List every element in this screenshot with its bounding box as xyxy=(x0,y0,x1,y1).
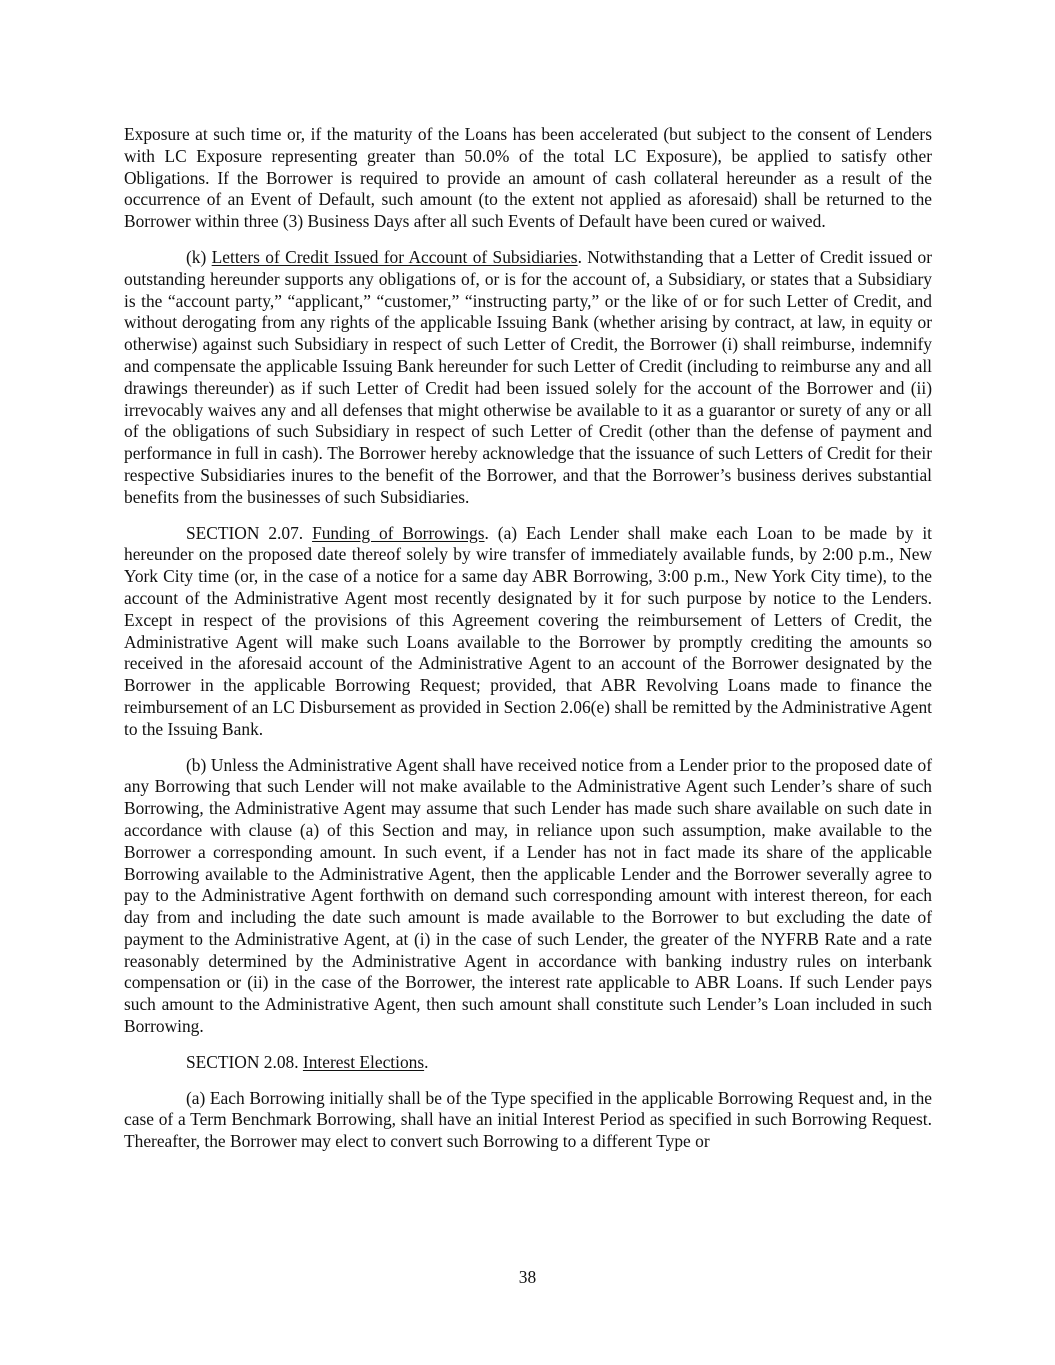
paragraph-section-2-07 xyxy=(124,523,932,741)
paragraph-letters-of-credit-subsidiaries xyxy=(124,247,932,509)
document-body xyxy=(124,124,932,1167)
section-label: SECTION 2.08. xyxy=(186,1051,303,1072)
section-label: SECTION 2.07. xyxy=(186,522,313,543)
clause-text: . Notwithstanding that a Letter of Credit issued or outstanding hereunder supports any obligations of, or is for the account of, a Subsidiary, or states that a Subsidiary is the “account party,” “applicant,” “customer,” “instructing party,” or the like of or for such Letter of Credit, and without derogating from any rights of the applicable Issuing Bank (whether arising by contract, at law, in equity or otherwise) against such Subsidiary in respect of such Letter of Credit, the Borrower (i) shall reimburse, indemnify and compensate the applicable Issuing Bank hereunder for such Letter of Credit (including to reimburse any and all drawings thereunder) as if such Letter of Credit had been issued solely for the account of the Borrower and (ii) irrevocably waives any and all defenses that might otherwise be available to it as a guarantor or surety of any or all of the obligations of such Subsidiary in respect of such Letter of Credit (other than the defense of payment and performance in full in cash). The Borrower hereby acknowledge that the issuance of such Letters of Credit for their respective Subsidiaries inures to the benefit of the Borrower, and that the Borrower’s business derives substantial benefits from the businesses of such Subsidiaries. xyxy=(124,246,932,507)
paragraph-section-2-07-b: (b) Unless the Administrative Agent shall have received notice from a Lender prior to the proposed date of any Borrowing that such Lender will not make available to the Administrative Agent such Lender’s share of such Borrowing, the Administrative Agent may assume that such Lender has made such share available on such date in accordance with clause (a) of this Section and may, in reliance upon such assumption, make available to the Borrower a corresponding amount. In such event, if a Lender has not in fact made its share of the applicable Borrowing available to the Administrative Agent, then the applicable Lender and the Borrower severally agree to pay to the Administrative Agent forthwith on demand such corresponding amount with interest thereon, for each day from and including the date such amount is made available to the Borrower to but excluding the date of payment to the Administrative Agent, at (i) in the case of such Lender, the greater of the NYFRB Rate and a rate reasonably determined by the Administrative Agent in accordance with banking industry rules on interbank compensation or (ii) in the case of the Borrower, the interest rate applicable to ABR Loans. If such Lender pays such amount to the Administrative Agent, then such amount shall constitute such Lender’s Loan included in such Borrowing. xyxy=(124,754,932,1037)
paragraph-section-2-08 xyxy=(124,1052,932,1074)
page-number: 38 xyxy=(518,1267,537,1287)
section-heading: Interest Elections xyxy=(302,1051,425,1072)
section-heading: Funding of Borrowings xyxy=(312,522,485,543)
section-text: . (a) Each Lender shall make each Loan to be made by it hereunder on the proposed date thereof solely by wire transfer of immediately available funds, by 2:00 p.m., New York City time (or, in the case of a notice for a same day ABR Borrowing, 3:00 p.m., New York City time), to the account of the Administrative Agent most recently designated by it for such purpose by notice to the Lenders. Except in respect of the provisions of this Agreement covering the reimbursement of Letters of Credit, the Administrative Agent will make such Loans available to the Borrower by promptly crediting the amounts so received in the aforesaid account of the Administrative Agent to an account of the Borrower designated by the Borrower in the applicable Borrowing Request; provided, that ABR Revolving Loans made to finance the reimbursement of an LC Disbursement as provided in Section 2.06(e) shall be remitted by the Administrative Agent to the Issuing Bank. xyxy=(124,522,932,739)
section-text: . xyxy=(424,1051,429,1072)
clause-label: (k) xyxy=(186,246,212,267)
clause-heading: Letters of Credit Issued for Account of Subsidiaries xyxy=(211,246,578,267)
paragraph-cash-collateral-continuation: Exposure at such time or, if the maturity of the Loans has been accelerated (but subject to the consent of Lenders with LC Exposure representing greater than 50.0% of the total LC Exposure), be applied to satisfy other Obligations. If the Borrower is required to provide an amount of cash collateral hereunder as a result of the occurrence of an Event of Default, such amount (to the extent not applied as aforesaid) shall be returned to the Borrower within three (3) Business Days after all such Events of Default have been cured or waived. xyxy=(124,124,932,232)
paragraph-section-2-08-a: (a) Each Borrowing initially shall be of the Type specified in the applicable Borrowing Request and, in the case of a Term Benchmark Borrowing, shall have an initial Interest Period as specified in such Borrowing Request. Thereafter, the Borrower may elect to convert such Borrowing to a different Type or xyxy=(124,1087,932,1152)
